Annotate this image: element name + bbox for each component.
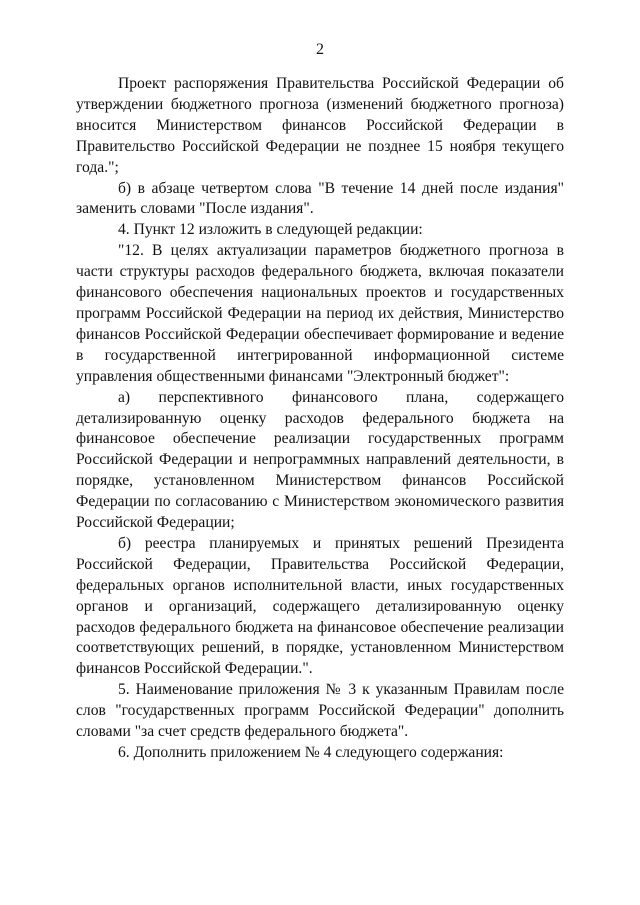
paragraph-item-6: 6. Дополнить приложением № 4 следующего содержания:: [118, 744, 504, 761]
paragraph-subclause-a: а) перспективного финансового плана, содержащего детализированную оценку расходов федерального бюджета на финансовое обеспечение реализации государственных программ Российской Федерации и непрограммных направлений деятельности, в порядке, установленном Министерством финансов Российской Федерации по согласованию с Министерством экономического развития Российской Федерации;: [76, 388, 564, 532]
page-number: 2: [316, 41, 324, 58]
document-body: [76, 74, 564, 764]
paragraph-draft-order-submission: Проект распоряжения Правительства Российской Федерации об утверждении бюджетного прогноза (изменений бюджетного прогноза) вносится Министерством финансов Российской Федерации в Правительство Российской Федерации не позднее 15 ноября текущего года.";: [76, 75, 564, 176]
paragraph-item-5: 5. Наименование приложения № 3 к указанным Правилам после слов "государственных программ Российской Федерации" дополнить словами "за счет средств федерального бюджета".: [76, 681, 564, 741]
paragraph-subclause-b: б) реестра планируемых и принятых решений Президента Российской Федерации, Правительства Российской Федерации, федеральных органов исполнительной власти, иных государственных органов и организаций, содержащего детализированную оценку расходов федерального бюджета на финансовое обеспечение реализации соответствующих решений, в порядке, установленном Министерством финансов Российской Федерации.".: [76, 534, 564, 678]
paragraph-clause-12: "12. В целях актуализации параметров бюджетного прогноза в части структуры расходов федерального бюджета, включая показатели финансового обеспечения национальных проектов и государственных программ Российской Федерации на период их действия, Министерство финансов Российской Федерации обеспечивает формирование и ведение в государственной интегрированной информационной системе управления общественными финансами "Электронный бюджет":: [76, 242, 564, 385]
paragraph-subitem-b-replace-words: б) в абзаце четвертом слова "В течение 14 дней после издания" заменить словами "После издания".: [76, 179, 564, 218]
paragraph-item-4: 4. Пункт 12 изложить в следующей редакции:: [118, 221, 423, 239]
